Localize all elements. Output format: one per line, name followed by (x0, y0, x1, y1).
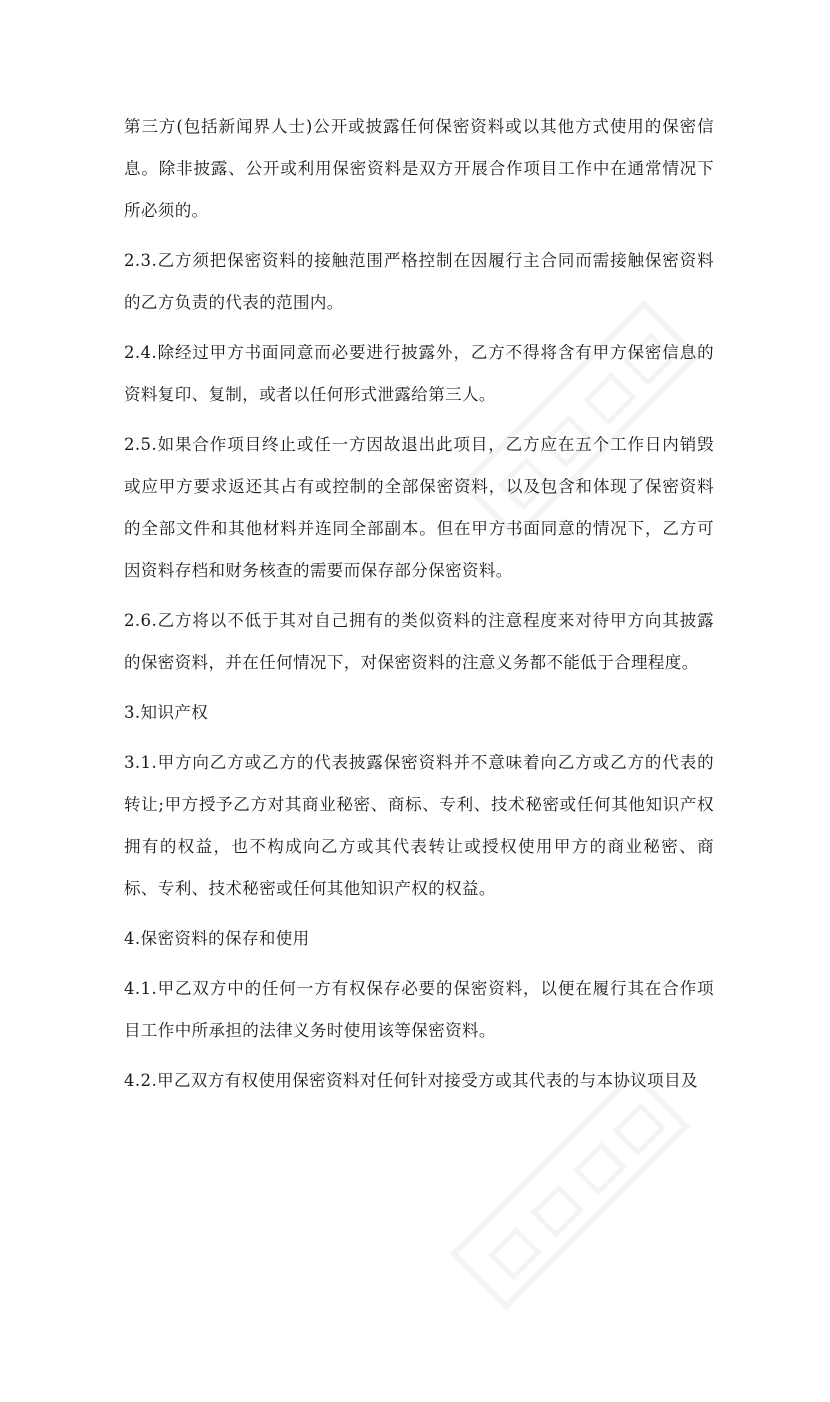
clause-2-3: 2.3.乙方须把保密资料的接触范围严格控制在因履行主合同而需接触保密资料的乙方负责的代表的范围内。 (124, 251, 714, 312)
section-heading-4: 4.保密资料的保存和使用 (124, 929, 310, 948)
section-heading-3: 3.知识产权 (124, 703, 209, 722)
clause-4-2: 4.2.甲乙双方有权使用保密资料对任何针对接受方或其代表的与本协议项目及 (124, 1071, 698, 1090)
document-body (124, 106, 714, 1110)
clause-2-4: 2.4.除经过甲方书面同意而必要进行披露外，乙方不得将含有甲方保密信息的资料复印、复制，或者以任何形式泄露给第三人。 (124, 343, 714, 404)
clause-2-6: 2.6.乙方将以不低于其对自己拥有的类似资料的注意程度来对待甲方向其披露的保密资料，并在任何情况下，对保密资料的注意义务都不能低于合理程度。 (124, 611, 714, 672)
paragraph: 第三方(包括新闻界人士)公开或披露任何保密资料或以其他方式使用的保密信息。除非披露、公开或利用保密资料是双方开展合作项目工作中在通常情况下所必须的。 (124, 117, 714, 220)
clause-2-5: 2.5.如果合作项目终止或任一方因故退出此项目，乙方应在五个工作日内销毁或应甲方要求返还其占有或控制的全部保密资料，以及包含和体现了保密资料的全部文件和其他材料并连同全部副本。但在甲方书面同意的情况下，乙方可因资料存档和财务核查的需要而保存部分保密资料。 (124, 435, 714, 580)
clause-4-1: 4.1.甲乙双方中的任何一方有权保存必要的保密资料，以便在履行其在合作项目工作中所承担的法律义务时使用该等保密资料。 (124, 979, 714, 1040)
clause-3-1: 3.1.甲方向乙方或乙方的代表披露保密资料并不意味着向乙方或乙方的代表的转让;甲方授予乙方对其商业秘密、商标、专利、技术秘密或任何其他知识产权拥有的权益，也不构成向乙方或其代表转让或授权使用甲方的商业秘密、商标、专利、技术秘密或任何其他知识产权的权益。 (124, 753, 714, 898)
